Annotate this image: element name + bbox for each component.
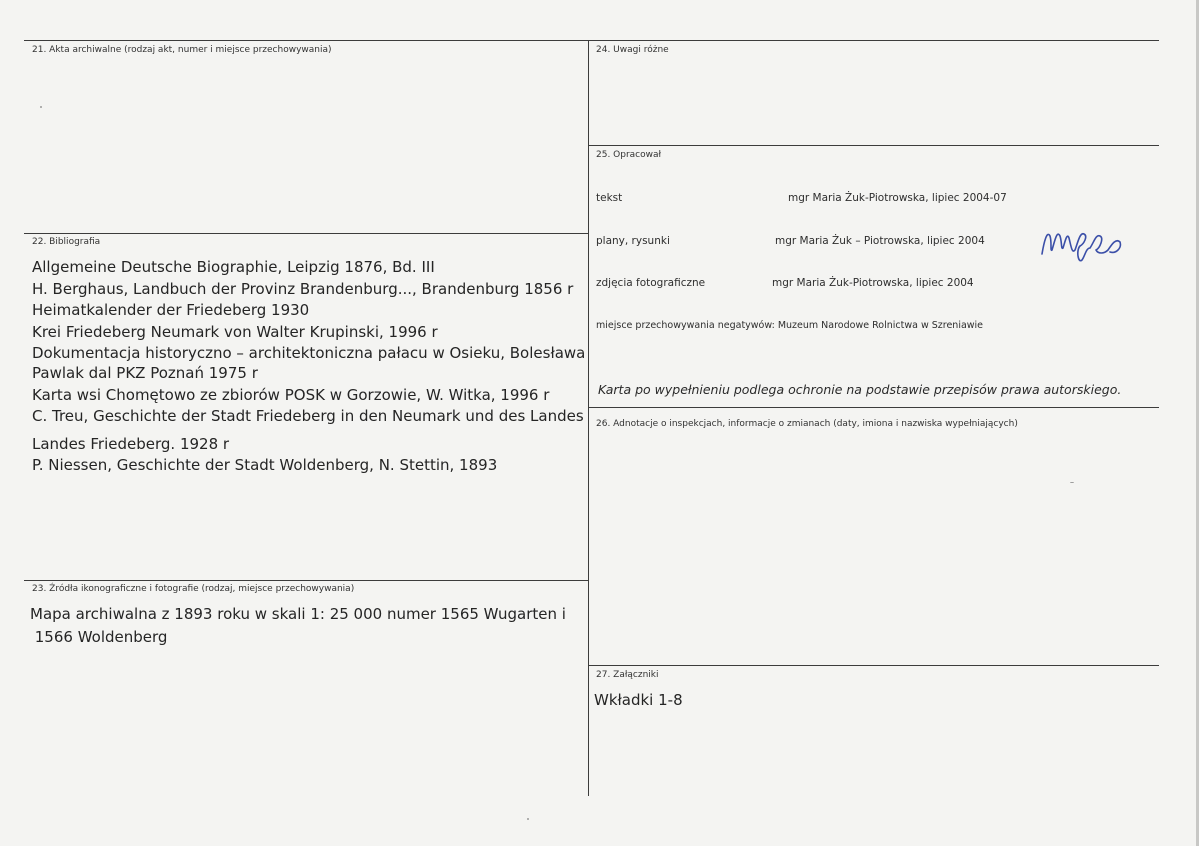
attachments-value: Wkładki 1-8 [594, 691, 683, 709]
bibliography-line: H. Berghaus, Landbuch der Provinz Brandenburg..., Brandenburg 1856 r [32, 280, 574, 298]
section-26-label: 26. Adnotacje o inspekcjach, informacje o zmianach (daty, imiona i nazwiska wypełniających) [596, 419, 1018, 429]
rule-22 [24, 233, 588, 234]
top-rule [24, 40, 1159, 41]
signature-icon [1038, 220, 1128, 270]
author-row-key: tekst [596, 192, 623, 204]
author-row-key: plany, rysunki [596, 235, 670, 247]
bibliography-line: Pawlak dal PKZ Poznań 1975 r [32, 364, 258, 382]
section-25-label: 25. Opracował [596, 150, 662, 160]
author-row-value: mgr Maria Żuk – Piotrowska, lipiec 2004 [775, 235, 985, 247]
author-row-value: mgr Maria Żuk-Piotrowska, lipiec 2004-07 [788, 192, 1007, 204]
bibliography-line: Allgemeine Deutsche Biographie, Leipzig 1876, Bd. III [32, 258, 435, 276]
section-27-label: 27. Załączniki [596, 670, 659, 680]
rule-23 [24, 580, 588, 581]
bibliography-line: Karta wsi Chomętowo ze zbiorów POSK w Gorzowie, W. Witka, 1996 r [32, 386, 550, 404]
bibliography-line: Dokumentacja historyczno – architektoniczna pałacu w Osieku, Bolesława [32, 344, 586, 362]
rule-26 [588, 407, 1159, 408]
bibliography-line: C. Treu, Geschichte der Stadt Friedeberg in den Neumark und des Landes [32, 407, 584, 425]
rule-25 [588, 145, 1159, 146]
iconography-line: 1566 Woldenberg [30, 628, 168, 646]
copyright-notice: Karta po wypełnieniu podlega ochronie na podstawie przepisów prawa autorskiego. [598, 382, 1122, 397]
iconography-line: Mapa archiwalna z 1893 roku w skali 1: 25 000 numer 1565 Wugarten i [30, 605, 566, 623]
center-divider [588, 40, 589, 796]
author-row-value: mgr Maria Żuk-Piotrowska, lipiec 2004 [772, 277, 974, 289]
bibliography-line: P. Niessen, Geschichte der Stadt Woldenberg, N. Stettin, 1893 [32, 456, 498, 474]
negatives-storage: miejsce przechowywania negatywów: Muzeum Narodowe Rolnictwa w Szreniawie [596, 320, 984, 331]
paper-speck [527, 818, 529, 820]
paper-speck [40, 106, 42, 108]
author-row-key: zdjęcia fotograficzne [596, 277, 706, 289]
section-24-label: 24. Uwagi różne [596, 45, 669, 55]
section-23-label: 23. Źródła ikonograficzne i fotografie (rodzaj, miejsce przechowywania) [32, 584, 355, 594]
paper-speck [1070, 482, 1074, 483]
bibliography-line: Heimatkalender der Friedeberg 1930 [32, 301, 310, 319]
bibliography-line: Krei Friedeberg Neumark von Walter Krupinski, 1996 r [32, 323, 438, 341]
bibliography-line: Landes Friedeberg. 1928 r [32, 435, 230, 453]
section-21-label: 21. Akta archiwalne (rodzaj akt, numer i miejsce przechowywania) [32, 45, 332, 55]
rule-27 [588, 665, 1159, 666]
section-22-label: 22. Bibliografia [32, 237, 101, 247]
